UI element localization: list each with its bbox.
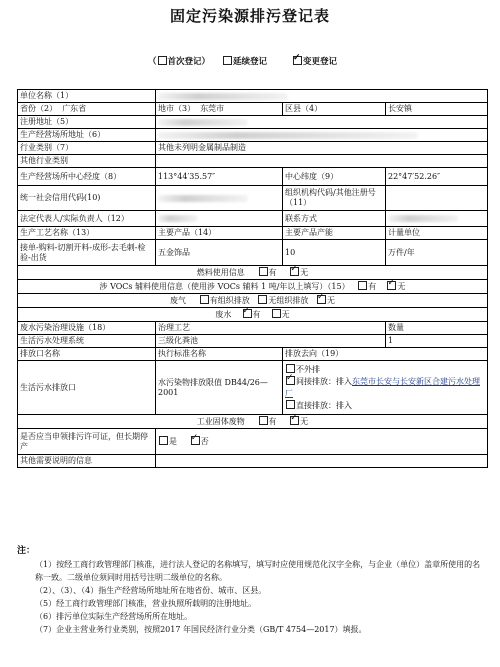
note-item: （2）、（3）、（4）指生产经营场所地址所在地省份、城市、区县。 bbox=[35, 586, 267, 595]
solid-waste-row bbox=[18, 415, 488, 429]
gas-unorganized-checkbox[interactable] bbox=[258, 295, 267, 304]
county-value: 长安镇 bbox=[386, 103, 488, 116]
solid-yes-checkbox[interactable] bbox=[259, 416, 268, 425]
note-item: （7）企业主营业务行业类别，按照2017 年国民经济行业分类（GB/T 4754—2017）填报。 bbox=[35, 625, 367, 634]
note-item: （6）排污单位实际生产经营场所所在地址。 bbox=[35, 612, 193, 621]
other-industry-value bbox=[156, 155, 488, 168]
redacted-reg-addr bbox=[158, 119, 248, 126]
option-continue-registration[interactable] bbox=[222, 55, 267, 67]
notes-heading: 注： bbox=[17, 546, 36, 556]
direction-direct-checkbox[interactable] bbox=[286, 400, 295, 409]
direction-indirect-option[interactable] bbox=[285, 376, 485, 400]
solid-yes-label: 有 bbox=[268, 417, 277, 426]
outlet-value: 生活污水排放口 bbox=[18, 361, 156, 415]
process-name-label: 生产工艺名称（13） bbox=[18, 227, 156, 240]
longitude-value: 113°44′35.57″ bbox=[156, 168, 283, 186]
other-info-label: 其他需要说明的信息 bbox=[18, 455, 156, 468]
solid-label: 工业固体废物 bbox=[196, 417, 245, 426]
standard-value: 水污染物排放限值 DB44/26—2001 bbox=[156, 361, 283, 415]
unit-label: 计量单位 bbox=[386, 227, 488, 240]
contact-value bbox=[386, 211, 488, 227]
waste-water-row bbox=[18, 308, 488, 322]
main-product-label: 主要产品（14） bbox=[156, 227, 283, 240]
fuel-yes-label: 有 bbox=[268, 268, 277, 277]
org-code-value bbox=[386, 186, 488, 211]
domestic-sys-label: 生活污水处理系统 bbox=[18, 335, 156, 348]
redacted-unit-name bbox=[158, 93, 288, 100]
unit-value: 万件/年 bbox=[386, 240, 488, 266]
water-yes-checkbox[interactable] bbox=[243, 309, 252, 318]
domestic-sys-value: 三级化粪池 bbox=[156, 335, 386, 348]
redacted-contact bbox=[388, 215, 458, 222]
process-tech-label: 治理工艺 bbox=[156, 322, 386, 335]
other-industry-label: 其他行业类别 bbox=[18, 155, 156, 168]
continue-registration-label: 延续登记 bbox=[233, 57, 268, 67]
quantity-label: 数量 bbox=[386, 322, 488, 335]
redacted-prod-addr bbox=[158, 132, 418, 139]
credit-code-value bbox=[156, 186, 283, 211]
ww-facility-label: 废水污染治理设施（18） bbox=[18, 322, 156, 335]
direction-direct-option[interactable] bbox=[285, 400, 485, 412]
direction-indirect-target: 东莞市长安与长安新区合建污水处理厂 bbox=[285, 376, 480, 398]
direction-none-checkbox[interactable] bbox=[286, 364, 295, 373]
process-value: 接单-购料-切割开料-成形-去毛刺-检验-出货 bbox=[18, 240, 156, 266]
continue-registration-checkbox[interactable] bbox=[223, 56, 232, 65]
notes-section bbox=[17, 545, 487, 636]
gas-organized-label: 有组织排放 bbox=[209, 296, 250, 305]
product-value: 五金饰品 bbox=[156, 240, 283, 266]
redacted-credit-code bbox=[158, 195, 248, 202]
industry-label: 行业类别（7） bbox=[18, 142, 156, 155]
solid-no-checkbox[interactable] bbox=[290, 416, 299, 425]
fuel-label: 燃料使用信息 bbox=[196, 268, 245, 277]
gas-label: 废气 bbox=[170, 296, 186, 305]
water-no-label: 无 bbox=[281, 310, 290, 319]
credit-code-label: 统一社会信用代码(10) bbox=[18, 186, 156, 211]
direction-indirect-checkbox[interactable] bbox=[286, 376, 295, 385]
redacted-legal-rep bbox=[158, 215, 198, 222]
permit-value bbox=[156, 429, 488, 455]
city-cell bbox=[156, 103, 283, 116]
org-code-label: 组织机构代码/其他注册号（11） bbox=[283, 186, 386, 211]
city-label: 地市（3） bbox=[158, 104, 196, 113]
permit-no-checkbox[interactable] bbox=[191, 436, 200, 445]
note-item: （1）按经工商行政管理部门核准，进行法人登记的名称填写，填写时应使用规范化汉字全称，与企业（单位）盖章所使用的名称一致。二级单位须同时用括号注明二级单位的名称。 bbox=[35, 560, 481, 582]
water-label: 废水 bbox=[215, 310, 232, 319]
first-registration-checkbox[interactable] bbox=[158, 56, 167, 65]
change-registration-checkbox[interactable] bbox=[293, 56, 302, 65]
legal-rep-value bbox=[156, 211, 283, 227]
fuel-info-row bbox=[18, 266, 488, 280]
water-no-checkbox[interactable] bbox=[272, 309, 281, 318]
longitude-label: 生产经营场所中心经度（8） bbox=[18, 168, 156, 186]
prod-addr-label: 生产经营场所地址（6） bbox=[18, 129, 156, 142]
industry-value: 其他未列明金属制品制造 bbox=[156, 142, 488, 155]
city-value: 东莞市 bbox=[200, 104, 225, 113]
gas-unorganized-label: 无组织排放 bbox=[268, 296, 309, 305]
solid-no-label: 无 bbox=[300, 417, 309, 426]
option-change-registration[interactable] bbox=[292, 55, 337, 67]
voc-label: 涉 VOCs 辅料使用信息（使用涉 VOCs 辅料 1 吨/年以上填写）（15） bbox=[99, 282, 350, 291]
fuel-no-checkbox[interactable] bbox=[290, 267, 299, 276]
direction-direct-label: 直接排放：排入 bbox=[296, 400, 352, 410]
note-item: （5）经工商行政管理部门核准，营业执照所载明的注册地址。 bbox=[35, 599, 257, 608]
permit-label: 是否应当申领排污许可证，但长期停产 bbox=[18, 429, 156, 455]
contact-label: 联系方式 bbox=[283, 211, 386, 227]
voc-yes-checkbox[interactable] bbox=[358, 281, 367, 290]
fuel-yes-checkbox[interactable] bbox=[259, 267, 268, 276]
latitude-value: 22°47′52.26″ bbox=[386, 168, 488, 186]
capacity-value: 10 bbox=[283, 240, 386, 266]
reg-addr-value bbox=[156, 116, 488, 129]
first-registration-label: 首次登记 bbox=[167, 57, 202, 67]
standard-label: 执行标准名称 bbox=[156, 348, 283, 361]
gas-none-label: 无 bbox=[327, 296, 335, 305]
voc-info-row bbox=[18, 280, 488, 294]
change-registration-label: 变更登记 bbox=[303, 57, 338, 67]
direction-options bbox=[283, 361, 488, 415]
gas-organized-checkbox[interactable] bbox=[200, 295, 209, 304]
voc-no-label: 无 bbox=[397, 282, 406, 291]
direction-none-option[interactable] bbox=[285, 364, 485, 376]
reg-addr-label: 注册地址（5） bbox=[18, 116, 156, 129]
fuel-no-label: 无 bbox=[300, 268, 309, 277]
county-label: 区县（4） bbox=[283, 103, 386, 116]
province-value: 广东省 bbox=[62, 104, 87, 113]
direction-none-label: 不外排 bbox=[296, 364, 320, 374]
province-label: 省份（2） bbox=[20, 104, 58, 113]
direction-indirect-label: 间接排放：排入 bbox=[296, 376, 352, 386]
domestic-sys-qty: 1 bbox=[386, 335, 488, 348]
capacity-label: 主要产品产能 bbox=[283, 227, 386, 240]
exhaust-gas-row bbox=[18, 294, 488, 308]
direction-label: 排放去向（19） bbox=[283, 348, 488, 361]
page-title: 固定污染源排污登记表 bbox=[169, 7, 330, 25]
permit-yes-checkbox[interactable] bbox=[159, 436, 168, 445]
latitude-label: 中心纬度（9） bbox=[283, 168, 386, 186]
voc-yes-label: 有 bbox=[368, 282, 377, 291]
legal-rep-label: 法定代表人/实际负责人（12） bbox=[18, 211, 156, 227]
voc-no-checkbox[interactable] bbox=[387, 281, 396, 290]
prod-addr-value bbox=[156, 129, 488, 142]
permit-yes-label: 是 bbox=[169, 437, 177, 446]
gas-none-checkbox[interactable] bbox=[317, 295, 326, 304]
unit-name-label: 单位名称（1） bbox=[18, 90, 156, 103]
water-yes-label: 有 bbox=[252, 310, 261, 319]
other-info-value bbox=[156, 455, 488, 468]
province-cell bbox=[18, 103, 156, 116]
registration-form-table bbox=[17, 89, 488, 468]
outlet-name-label: 排放口名称 bbox=[18, 348, 156, 361]
option-first-registration[interactable]: （ 首次登记） bbox=[148, 57, 211, 67]
unit-name-value bbox=[156, 90, 488, 103]
permit-no-label: 否 bbox=[200, 437, 209, 446]
